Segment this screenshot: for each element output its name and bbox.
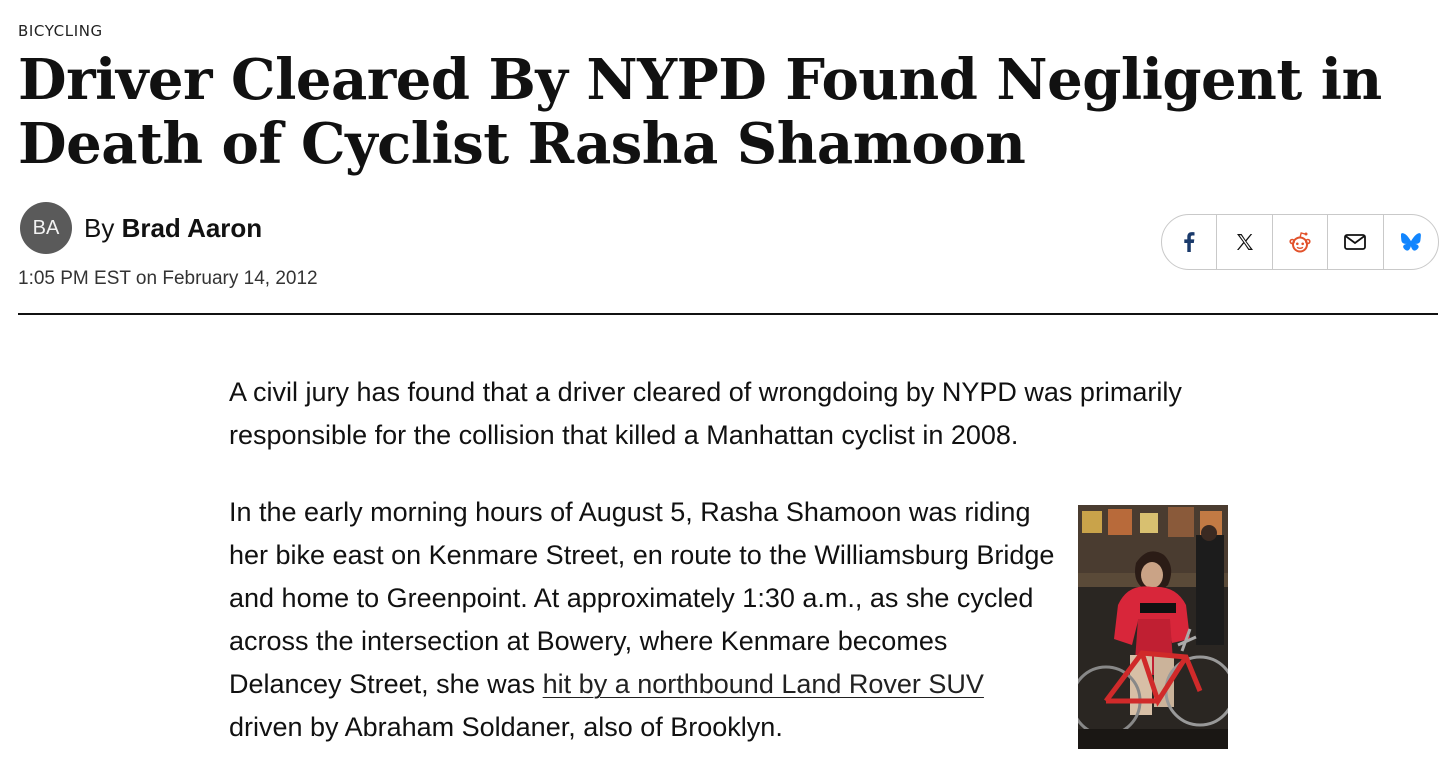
share-bluesky-button[interactable]	[1384, 215, 1438, 269]
share-x-button[interactable]	[1217, 215, 1272, 269]
header-divider	[18, 313, 1438, 315]
section-label[interactable]: BICYCLING	[18, 22, 103, 40]
share-email-button[interactable]	[1328, 215, 1383, 269]
article-paragraph-1: A civil jury has found that a driver cleared of wrongdoing by NYPD was primarily responsible for the collision that killed a Manhattan cyclist in 2008.	[229, 377, 1182, 450]
publish-timestamp: 1:05 PM EST on February 14, 2012	[18, 268, 318, 289]
cyclist-photo-image	[1078, 505, 1228, 749]
cyclist-photo[interactable]	[1078, 505, 1228, 749]
article-paragraph-2	[229, 491, 1059, 749]
email-icon	[1344, 234, 1366, 250]
author-name-link[interactable]: Brad Aaron	[121, 212, 263, 243]
bluesky-icon	[1401, 233, 1421, 251]
byline-text	[84, 213, 262, 244]
byline	[20, 202, 262, 254]
article-headline: Driver Cleared By NYPD Found Negligent in Death of Cyclist Rasha Shamoon	[18, 47, 1382, 177]
author-avatar[interactable]: BA	[20, 202, 72, 254]
suv-collision-link[interactable]: hit by a northbound Land Rover SUV	[542, 669, 984, 699]
share-toolbar	[1161, 214, 1439, 270]
paragraph-2-text-end: driven by Abraham Soldaner, also of Brooklyn.	[229, 712, 783, 742]
x-icon	[1236, 233, 1254, 251]
share-facebook-button[interactable]	[1162, 215, 1217, 269]
facebook-icon	[1183, 232, 1195, 252]
share-reddit-button[interactable]	[1273, 215, 1328, 269]
reddit-icon	[1288, 231, 1312, 253]
paragraph-2-text-start: In the early morning hours of August 5, Rasha Shamoon was riding her bike east on Kenmare Street, en route to the Williamsburg Bridge and home to Greenpoint. At approximately 1:30 a.m., as she cycled across the intersection at Bowery, where Kenmare becomes Delancey Street, she was	[229, 497, 1055, 699]
byline-prefix: By	[84, 212, 115, 243]
